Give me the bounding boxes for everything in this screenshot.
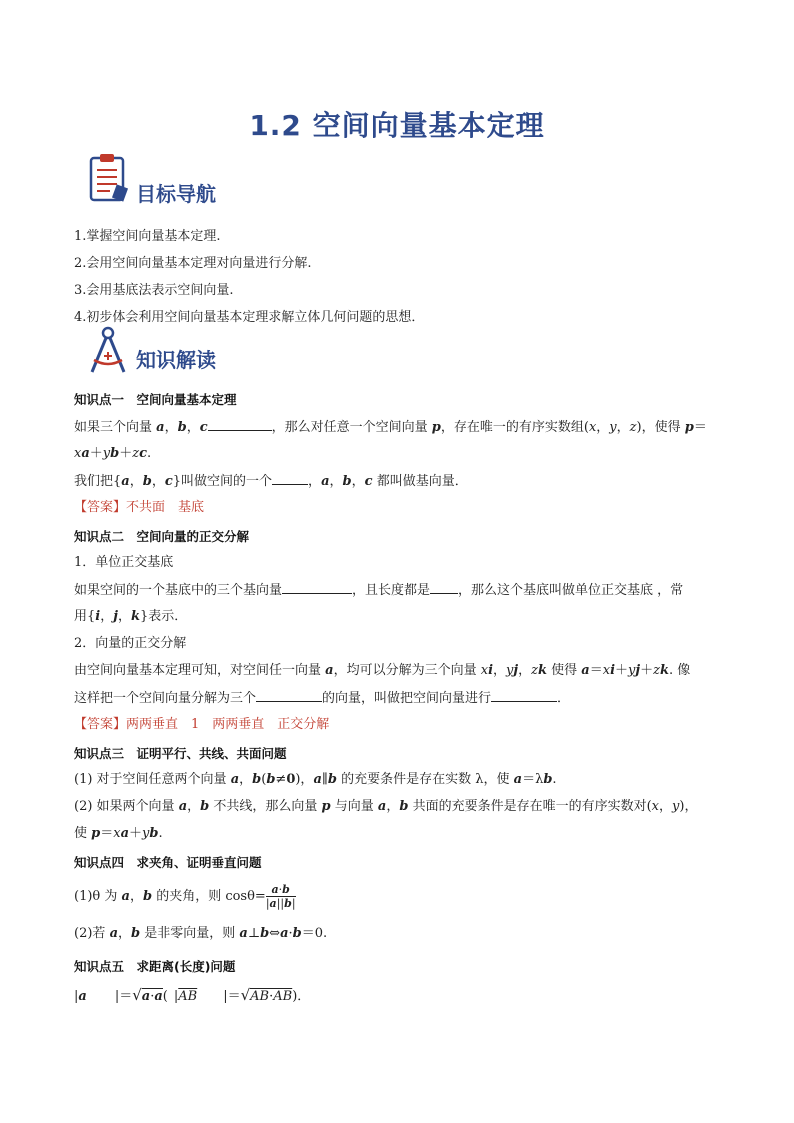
section-title-goals: 目标导航 [136, 182, 216, 206]
goal-item: 3.会用基底法表示空间向量. [74, 283, 234, 298]
kp2-heading: 知识点二 空间向量的正交分解 [74, 529, 250, 544]
kp4-line1: (1)θ 为 a，b 的夹角，则 cosθ= $\frac{a\cdot b}{|a||b|}$ [74, 883, 296, 910]
kp3-line1: (1) 对于空间任意两个向量 a，b(b≠0)，a∥b 的充要条件是存在实数 λ，使 a＝λb. [74, 772, 557, 787]
kp2-line3: 由空间向量基本定理可知，对空间任一向量 a，均可以分解为三个向量 xi，yj，zk 使得 a＝xi＋yj＋zk. 像 [74, 663, 691, 678]
kp2-line2: 用{i，j，k}表示． [74, 609, 188, 624]
kp3-line2: (2) 如果两个向量 a，b 不共线，那么向量 p 与向量 a，b 共面的充要条件是存在唯一的有序实数对(x，y)， [74, 799, 698, 814]
kp2-sub1: 1．单位正交基底 [74, 555, 174, 570]
kp1-heading: 知识点一 空间向量基本定理 [74, 392, 237, 407]
section-title-knowledge: 知识解读 [136, 348, 216, 372]
goal-item: 4.初步体会利用空间向量基本定理求解立体几何问题的思想． [74, 310, 425, 325]
goal-item: 2.会用空间向量基本定理对向量进行分解. [74, 256, 312, 271]
kp3-line3: 使 p＝xa＋yb. [74, 826, 163, 841]
kp1-line1: 如果三个向量 a，b，c ，那么对任意一个空间向量 p，存在唯一的有序实数组(x，y，z)，使得 p＝ [74, 420, 707, 435]
page-title: 1.2 空间向量基本定理 [249, 109, 545, 142]
kp4-heading: 知识点四 求夹角、证明垂直问题 [74, 855, 262, 870]
kp3-heading: 知识点三 证明平行、共线、共面问题 [74, 746, 287, 761]
kp1-line2: xa＋yb＋zc. [74, 446, 152, 461]
goal-item: 1.掌握空间向量基本定理. [74, 229, 221, 244]
kp2-sub2: 2．向量的正交分解 [74, 636, 187, 651]
kp4-line2: (2)若 a，b 是非零向量，则 a⊥b⇔a·b＝0. [74, 926, 328, 941]
kp1-line3: 我们把{a，b，c}叫做空间的一个 ，a，b，c 都叫做基向量． [74, 474, 468, 489]
kp1-answer: 【答案】不共面 基底 [74, 500, 205, 515]
cos-fraction: $\frac{a\cdot b}{|a||b|}$ [265, 883, 296, 910]
compass-icon [84, 326, 132, 376]
kp2-answer: 【答案】两两垂直 1 两两垂直 正交分解 [74, 717, 330, 732]
kp2-line4: 这样把一个空间向量分解为三个 的向量，叫做把空间向量进行 ． [74, 691, 571, 706]
kp2-line1: 如果空间的一个基底中的三个基向量 ，且长度都是 ，那么这个基底叫做单位正交基底 ，常 [74, 583, 684, 598]
kp5-heading: 知识点五 求距离(长度)问题 [74, 959, 236, 974]
clipboard-icon [88, 152, 130, 204]
kp5-formula: |a |＝√a·a( $|\overline{AB}$ $|=√AB\cdot\overline{AB}$)． [74, 986, 311, 1004]
